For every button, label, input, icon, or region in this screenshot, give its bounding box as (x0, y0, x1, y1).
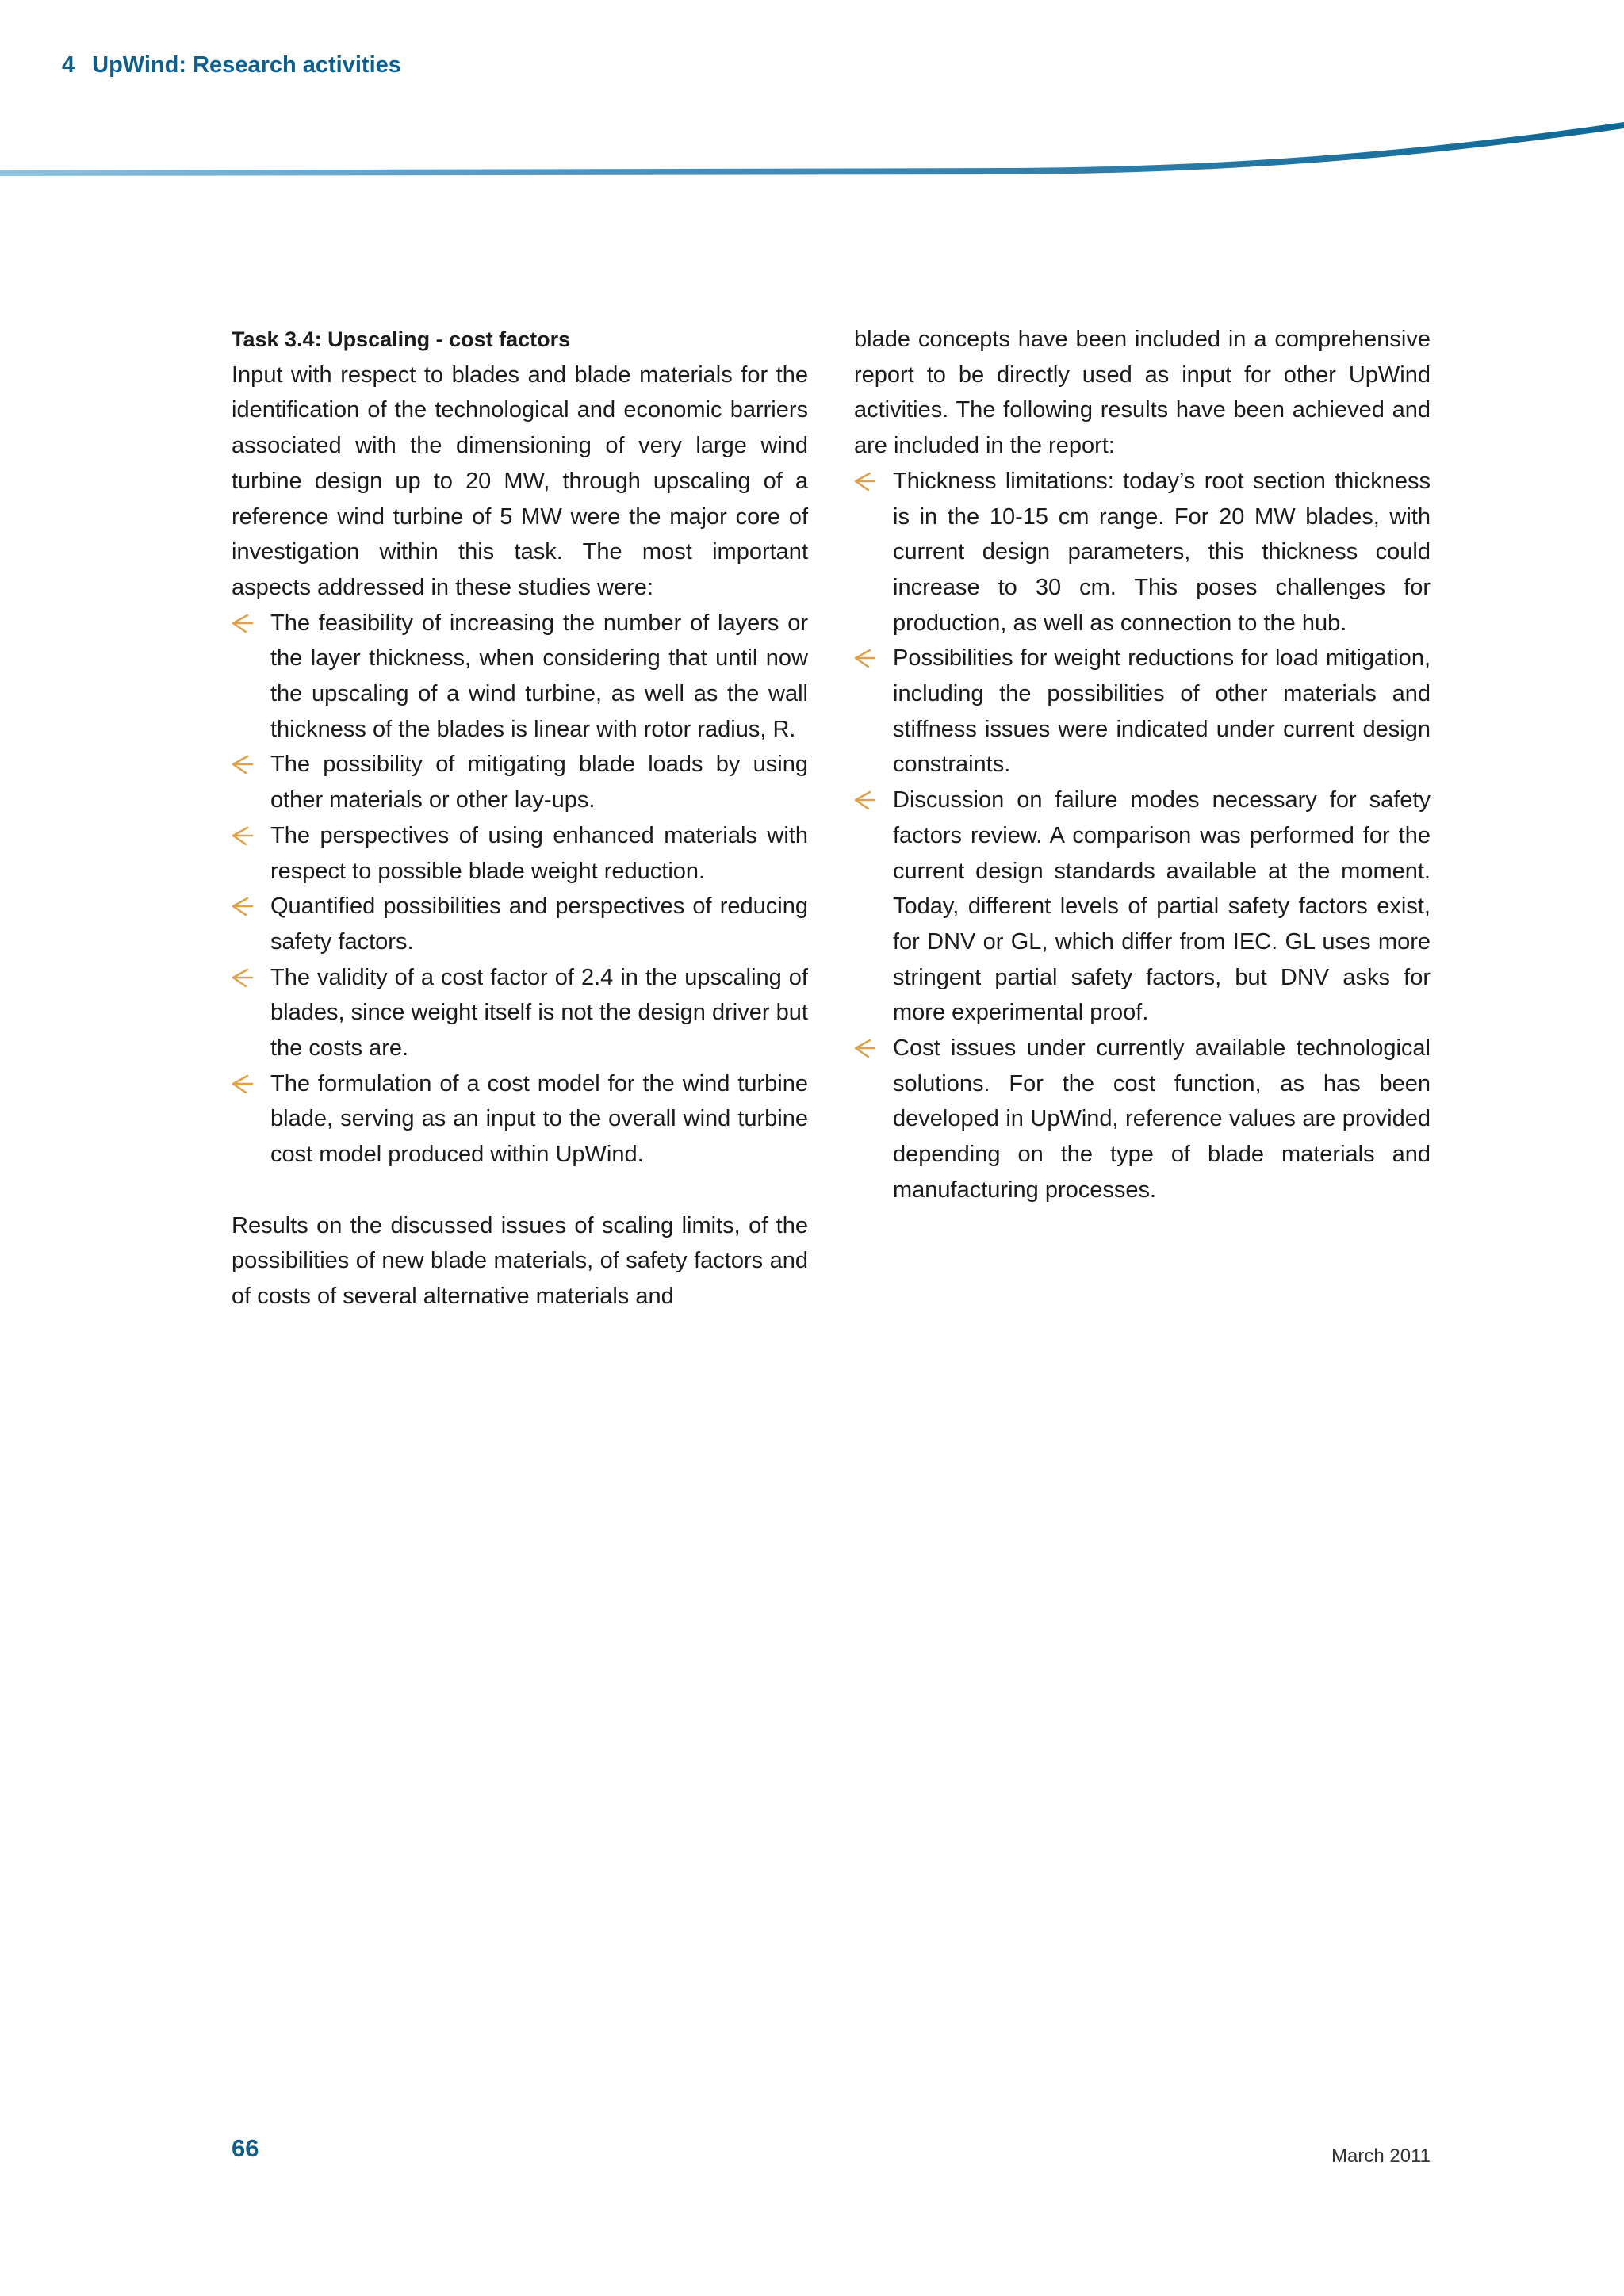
intro-paragraph: Input with respect to blades and blade materials for the identification of the technological and economic barriers associated with the dimensioning of very large wind turbine design up to 20 MW, through upscaling of a reference wind turbine of 5 MW were the major core of investigation within this task. The most important aspects addressed in these studies were: (232, 362, 808, 600)
list-item (232, 1066, 808, 1173)
publication-date: March 2011 (1331, 2145, 1431, 2167)
bullet-text: Discussion on failure modes necessary for safety factors review. A comparison was performed for the current design standards available at the moment. Today, different levels of partial safety factors exist, for DNV or GL, which differ from IEC. GL uses more stringent partial safety factors, but DNV asks for more experimental proof. (893, 787, 1431, 1026)
page-number: 66 (232, 2134, 259, 2162)
turbine-bullet-icon (854, 1039, 876, 1058)
list-item (854, 464, 1431, 641)
turbine-bullet-icon (854, 790, 876, 809)
chapter-title: UpWind: Research activities (92, 52, 401, 78)
turbine-bullet-icon (854, 472, 876, 491)
turbine-bullet-icon (232, 897, 254, 916)
turbine-bullet-icon (232, 1074, 254, 1093)
right-bullet-list (854, 464, 1431, 1208)
bullet-text: The possibility of mitigating blade loads by using other materials or other lay-ups. (270, 752, 808, 813)
chapter-header (62, 52, 401, 78)
bullet-text: Possibilities for weight reductions for load mitigation, including the possibilities of other materials and stiffness issues were indicated under current design constraints. (893, 645, 1431, 778)
turbine-bullet-icon (232, 968, 254, 987)
bullet-text: The formulation of a cost model for the wind turbine blade, serving as an input to the overall wind turbine cost model produced within UpWind. (270, 1070, 808, 1168)
turbine-bullet-icon (232, 826, 254, 845)
bullet-text: The validity of a cost factor of 2.4 in the upscaling of blades, since weight itself is not the design driver but the costs are. (270, 964, 808, 1062)
bullet-text: Quantified possibilities and perspectives of reducing safety factors. (270, 894, 808, 955)
list-item (232, 818, 808, 889)
right-column (854, 322, 1431, 1208)
list-item (232, 889, 808, 959)
left-bullet-list (232, 606, 808, 1173)
continuation-paragraph: blade concepts have been included in a comprehensive report to be directly used as input for other UpWind activities. The following results have been achieved and are included in the report: (854, 327, 1431, 459)
turbine-bullet-icon (854, 649, 876, 668)
bullet-text: Thickness limitations: today’s root section thickness is in the 10-15 cm range. For 20 MW blades, with current design parameters, this thickness could increase to 30 cm. This poses challenges for production, as well as connection to the hub. (893, 468, 1431, 636)
turbine-bullet-icon (232, 614, 254, 633)
chapter-number: 4 (62, 52, 75, 78)
list-item (854, 1031, 1431, 1208)
results-paragraph: Results on the discussed issues of scaling limits, of the possibilities of new blade materials, of safety factors and of costs of several alternative materials and (232, 1212, 808, 1309)
header-swoosh (0, 111, 1624, 182)
left-column (232, 322, 808, 1314)
list-item (232, 606, 808, 748)
bullet-text: Cost issues under currently available technological solutions. For the cost function, as has been developed in UpWind, reference values are provided depending on the type of blade materials and manufacturing processes. (893, 1035, 1431, 1203)
turbine-bullet-icon (232, 755, 254, 774)
section-heading: Task 3.4: Upscaling - cost factors (232, 327, 571, 351)
list-item (232, 960, 808, 1066)
bullet-text: The perspectives of using enhanced materials with respect to possible blade weight reduction. (270, 822, 808, 884)
list-item (232, 747, 808, 817)
list-item (854, 783, 1431, 1031)
list-item (854, 641, 1431, 783)
bullet-text: The feasibility of increasing the number of layers or the layer thickness, when considering that until now the upscaling of a wind turbine, as well as the wall thickness of the blades is linear with rotor radius, R. (270, 610, 808, 742)
